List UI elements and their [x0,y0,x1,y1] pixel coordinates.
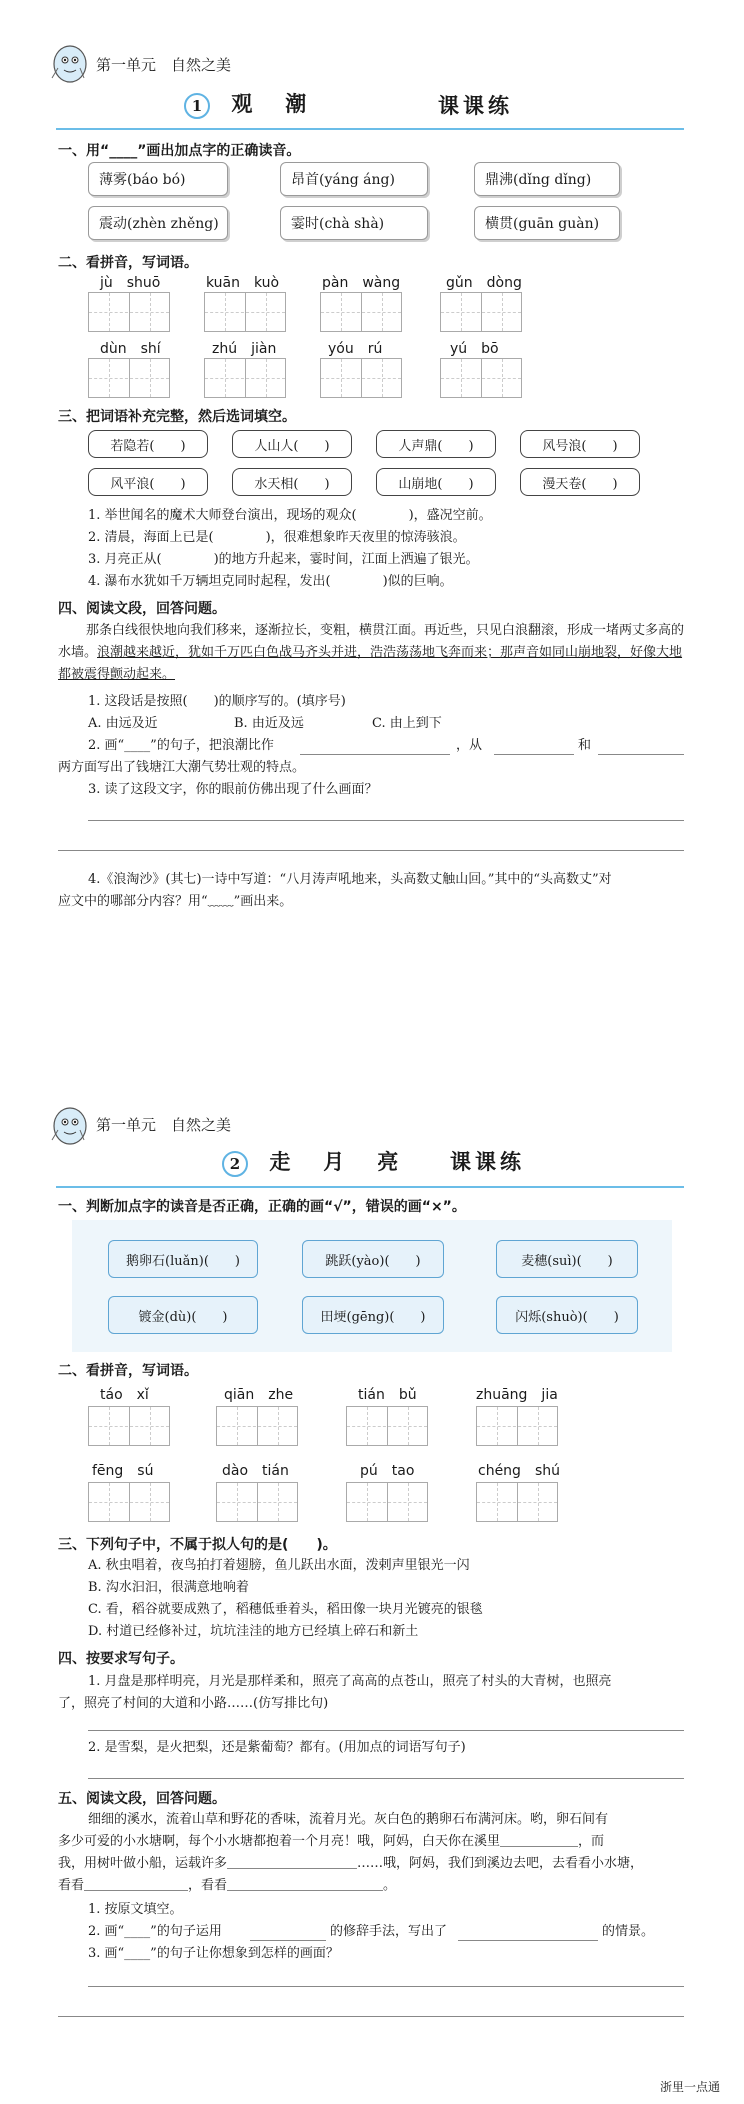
pinyin-text: zhú jiàn [212,341,277,357]
header-rule [56,128,684,130]
lesson-number: 2 [222,1151,248,1177]
reading-passage [58,620,686,686]
pinyin-text: zhuāng jia [476,1387,558,1403]
passage-line: 看看＿＿＿＿＿＿＿＿，看看＿＿＿＿＿＿＿＿＿＿＿＿。 [58,1878,397,1893]
section-title: 四、阅读文段，回答问题。 [58,601,226,617]
writing-grid[interactable] [320,358,402,398]
pinyin-text: yóu rú [328,341,383,357]
section-title: 三、把词语补充完整，然后选词填空。 [58,409,296,425]
question-text: 3. 读了这段文字，你的眼前仿佛出现了什么画面？ [88,782,378,797]
answer-line[interactable] [88,1730,684,1731]
pinyin-text: qiān zhe [224,1387,294,1403]
question-text: 1. 举世闻名的魔术大师登台演出，现场的观众( )，盛况空前。 [88,508,492,523]
pinyin-card: 霎时(chà shà) [280,206,428,240]
answer-line[interactable] [58,2016,684,2017]
question-text: 1. 这段话是按照( )的顺序写的。(填序号) [88,694,346,709]
pinyin-text: chéng shú [478,1463,560,1479]
pinyin-card: 横贯(guān guàn) [474,206,620,240]
judge-card[interactable]: 闪烁(shuò)( ) [496,1296,638,1334]
section-title: 一、判断加点字的读音是否正确，正确的画“√”，错误的画“×”。 [58,1199,466,1215]
pinyin-card: 鼎沸(dǐng dǐng) [474,162,620,196]
question-text: 和 [578,738,592,753]
question-text: 3. 月亮正从( )的地方升起来，霎时间，江面上洒遍了银光。 [88,552,479,567]
writing-grid[interactable] [88,1406,170,1446]
mascot-icon [44,1100,92,1148]
pinyin-text: táo xǐ [100,1387,149,1403]
option-a: A. 由远及近 [88,716,158,731]
option-b: B. 由近及远 [234,716,304,731]
idiom-blank[interactable]: 漫天卷( ) [520,468,640,496]
pinyin-card: 薄雾(báo bó) [88,162,228,196]
writing-grid[interactable] [204,358,286,398]
writing-grid[interactable] [216,1482,298,1522]
option-d: D. 村道已经修补过，坑坑洼洼的地方已经填上碎石和新土 [88,1624,419,1639]
question-text: 4. 瀑布水犹如千万辆坦克同时起程，发出( )似的巨响。 [88,574,453,589]
answer-line[interactable] [88,820,684,821]
judge-card[interactable]: 鹅卵石(luǎn)( ) [108,1240,258,1278]
idiom-blank[interactable]: 人山人( ) [232,430,352,458]
pinyin-text: tián bǔ [358,1387,417,1403]
writing-grid[interactable] [88,1482,170,1522]
writing-grid[interactable] [88,358,170,398]
question-text: 两方面写出了钱塘江大潮气势壮观的特点。 [58,760,306,775]
passage-line: 多少可爱的小水塘啊，每个小水塘都抱着一个月亮！哦，阿妈，白天你在溪里＿＿＿＿＿＿，而 [58,1834,605,1849]
question-text: 2. 清晨，海面上已是( )，很难想象昨天夜里的惊涛骇浪。 [88,530,466,545]
question-text: 应文中的哪部分内容？用“﹏﹏”画出来。 [58,894,293,909]
option-c: C. 看，稻谷就要成熟了，稻穗低垂着头，稻田像一块月光镀亮的银毯 [88,1602,483,1617]
writing-grid[interactable] [204,292,286,332]
question-text: 2. 画“____”的句子运用 [88,1924,222,1939]
question-text: 2. 是雪梨，是火把梨，还是紫葡萄？都有。(用加点的词语写句子) [88,1740,466,1755]
brand-title: 课课练 [450,1149,525,1174]
answer-line[interactable] [458,1940,598,1941]
passage-line: 细细的溪水，流着山草和野花的香味，流着月光。灰白色的鹅卵石布满河床。哟，卵石间有 [88,1812,609,1827]
idiom-blank[interactable]: 若隐若( ) [88,430,208,458]
lesson-title [222,1146,404,1177]
writing-grid[interactable] [346,1482,428,1522]
idiom-blank[interactable]: 人声鼎( ) [376,430,496,458]
answer-line[interactable] [58,850,684,851]
question-text: 3. 画“____”的句子让你想象到怎样的画面？ [88,1946,339,1961]
idiom-blank[interactable]: 山崩地( ) [376,468,496,496]
question-text: 2. 画“____”的句子，把浪潮比作 [88,738,274,753]
lesson-title-text: 观 潮 [231,91,313,116]
header-rule [56,1186,684,1188]
passage-part: 那条白线很快地向我们移来，逐渐拉长，变粗，横贯江面。再近些，只见白浪翻滚，形成一堵两丈多高的水墙。 [58,623,685,660]
writing-grid[interactable] [88,292,170,332]
writing-grid[interactable] [440,292,522,332]
lesson-title-text: 走 月 亮 [269,1149,405,1174]
pinyin-text: gǔn dòng [446,275,522,291]
question-text: 了，照亮了村间的大道和小路……(仿写排比句) [58,1696,329,1711]
lesson-title [184,88,312,119]
pinyin-card: 震动(zhèn zhěng) [88,206,228,240]
section-title: 三、下列句子中，不属于拟人句的是( )。 [58,1537,337,1553]
option-b: B. 沟水汩汩，很满意地响着 [88,1580,249,1595]
answer-line[interactable] [300,754,450,755]
question-text: ，从 [456,738,483,753]
pinyin-text: kuān kuò [206,275,280,291]
judge-card[interactable]: 跳跃(yào)( ) [302,1240,444,1278]
pinyin-card: 昂首(yáng áng) [280,162,428,196]
answer-line[interactable] [88,1778,684,1779]
passage-line: 我，用树叶做小船，运载许多＿＿＿＿＿＿＿＿＿＿……哦，阿妈，我们到溪边去吧，去看看小水塘， [58,1856,644,1871]
section-title: 一、用“____”画出加点字的正确读音。 [58,143,301,159]
writing-grid[interactable] [440,358,522,398]
pinyin-text: jù shuō [100,275,161,291]
pinyin-text: pàn wàng [322,275,401,291]
footer-brand: 浙里一点通 [660,2080,721,2094]
question-text: 4.《浪淘沙》(其七)一诗中写道：“八月涛声吼地来，头高数丈触山回。”其中的“头高数丈”对 [88,872,612,887]
idiom-blank[interactable]: 水天相( ) [232,468,352,496]
pinyin-text: dùn shí [100,341,161,357]
section-title: 二、看拼音，写词语。 [58,255,198,271]
writing-grid[interactable] [346,1406,428,1446]
judge-card[interactable]: 麦穗(suì)( ) [496,1240,638,1278]
section-title: 二、看拼音，写词语。 [58,1363,198,1379]
option-a: A. 秋虫唱着，夜鸟拍打着翅膀，鱼儿跃出水面，泼剌声里银光一闪 [88,1558,470,1573]
judge-card[interactable]: 镀金(dù)( ) [108,1296,258,1334]
answer-line[interactable] [598,754,684,755]
section-title: 五、阅读文段，回答问题。 [58,1791,226,1807]
pinyin-text: fēng sú [92,1463,154,1479]
writing-grid[interactable] [476,1482,558,1522]
writing-grid[interactable] [216,1406,298,1446]
unit-label: 第一单元 自然之美 [96,56,232,74]
brand-title: 课课练 [438,93,513,118]
answer-line[interactable] [494,754,574,755]
mascot-icon [44,38,92,86]
passage-underlined: 那声音如同山崩地裂，好像大地都被震得颤动起来。 [58,645,683,682]
answer-line[interactable] [250,1940,326,1941]
question-text: 1. 月盘是那样明亮，月光是那样柔和，照亮了高高的点苍山，照亮了村头的大青树，也照亮 [88,1674,612,1689]
question-text: 1. 按原文填空。 [88,1902,183,1917]
idiom-blank[interactable]: 风平浪( ) [88,468,208,496]
answer-line[interactable] [88,1986,684,1987]
writing-grid[interactable] [476,1406,558,1446]
passage-underlined: 浪潮越来越近，犹如千万匹白色战马齐头并进，浩浩荡荡地飞奔而来； [97,645,501,660]
question-text: 的情景。 [602,1924,655,1939]
option-c: C. 由上到下 [372,716,442,731]
judge-card[interactable]: 田埂(gēng)( ) [302,1296,444,1334]
unit-label: 第一单元 自然之美 [96,1116,232,1134]
pinyin-text: yú bō [450,341,499,357]
writing-grid[interactable] [320,292,402,332]
section-title: 四、按要求写句子。 [58,1651,184,1667]
question-text: 的修辞手法，写出了 [330,1924,448,1939]
lesson-number: 1 [184,93,210,119]
pinyin-text: dào tián [222,1463,289,1479]
idiom-blank[interactable]: 风号浪( ) [520,430,640,458]
pinyin-text: pú tao [360,1463,415,1479]
